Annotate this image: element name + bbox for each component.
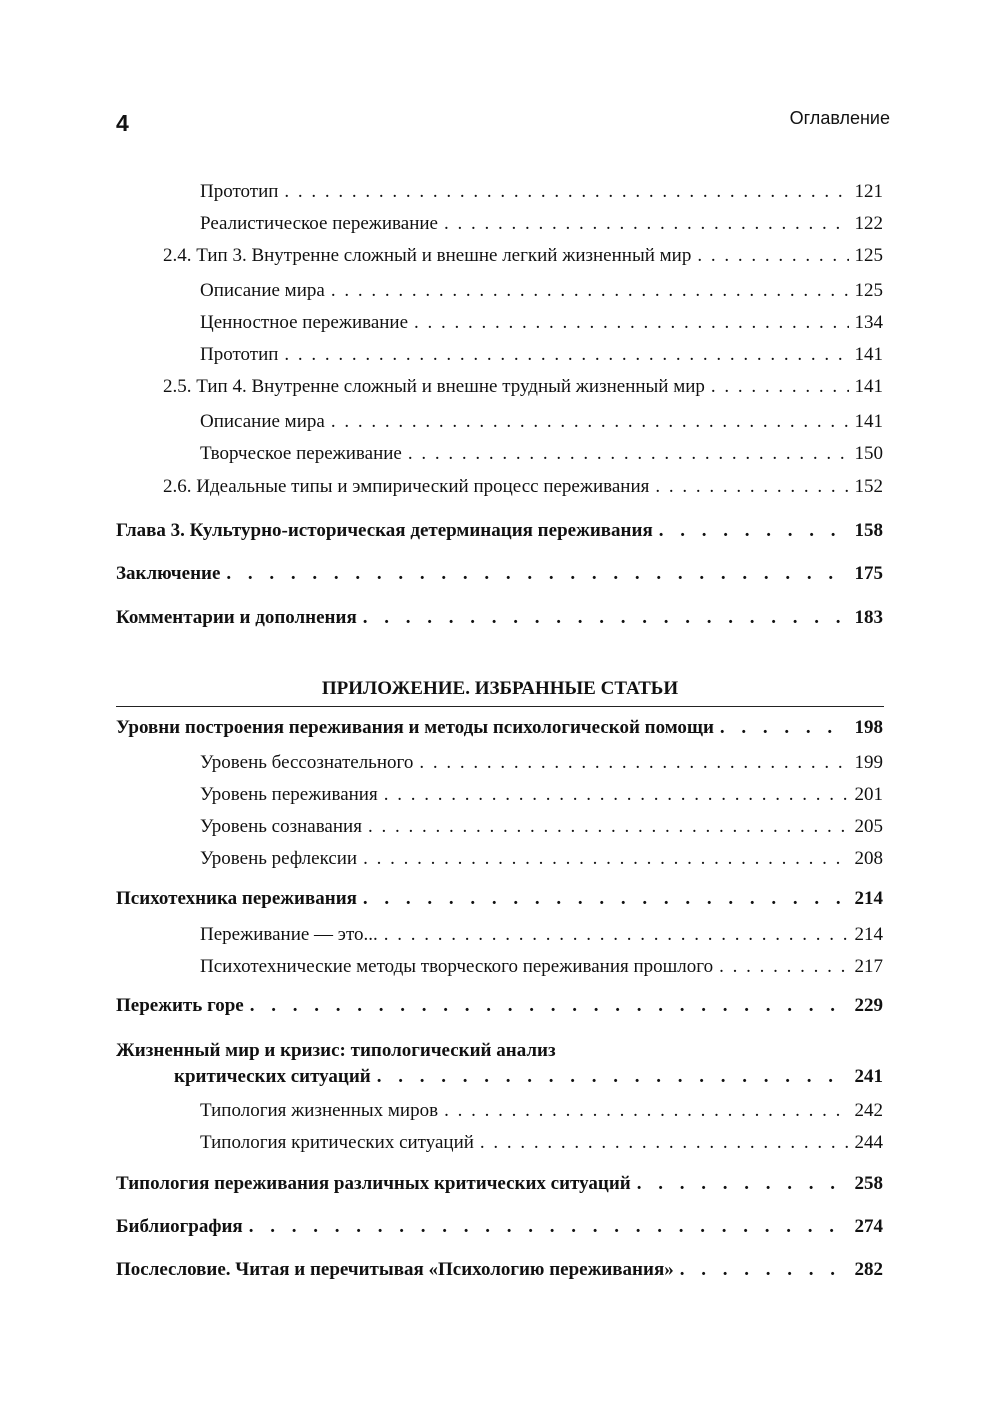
dot-leader [408,442,849,466]
toc-entry[interactable] [200,1099,883,1123]
dot-leader [655,475,848,499]
toc-entry-title: Прототип [200,181,279,202]
dot-leader [444,1099,848,1123]
toc-entry[interactable] [200,955,883,979]
toc-entry[interactable] [200,180,883,204]
toc-entry-title: Уровень бессознательного [200,752,414,773]
toc-entry-title: Описание мира [200,280,325,301]
toc-entry-page: 229 [854,995,883,1016]
toc-entry-title: Уровень рефлексии [200,848,358,869]
toc-entry-title: Психотехнические методы творческого переживания прошлого [200,956,714,977]
dot-leader [444,212,849,236]
toc-entry-page: 241 [854,1066,883,1087]
toc-entry-page: 134 [854,312,883,333]
dot-leader [697,244,848,268]
toc-entry-page: 258 [854,1173,883,1194]
toc-entry-page: 122 [854,213,883,234]
toc-entry-title: Глава 3. Культурно-историческая детерминация переживания [116,520,653,541]
toc-chapter-entry[interactable] [116,887,883,911]
toc-entry[interactable] [200,847,883,871]
dot-leader [637,1172,849,1196]
toc-entry[interactable] [163,475,883,499]
dot-leader [480,1131,849,1155]
dot-leader [377,1065,849,1089]
toc-entry-page: 121 [854,181,883,202]
toc-entry[interactable] [200,410,883,434]
dot-leader [368,815,849,839]
dot-leader [719,955,848,979]
toc-chapter-entry[interactable] [116,1258,883,1282]
dot-leader [711,375,849,399]
toc-entry-title: Пережить горе [116,995,244,1016]
toc-entry-title: Реалистическое переживание [200,213,438,234]
toc-entry-title: Типология критических ситуаций [200,1132,474,1153]
toc-entry-title: 2.5. Тип 4. Внутренне сложный и внешне трудный жизненный мир [163,376,705,397]
toc-entry-page: 214 [854,888,883,909]
toc-chapter-entry[interactable] [116,994,883,1018]
toc-entry-page: 198 [854,717,883,738]
toc-entry[interactable] [200,279,883,303]
appendix-heading: ПРИЛОЖЕНИЕ. ИЗБРАННЫЕ СТАТЬИ [321,678,679,699]
toc-entry-page: 141 [854,376,883,397]
toc-chapter-entry[interactable] [116,562,883,586]
toc-chapter-entry[interactable] [116,716,883,740]
dot-leader [384,923,849,947]
toc-chapter-entry[interactable] [174,1065,883,1089]
toc-entry[interactable] [200,783,883,807]
toc-entry-title: Типология жизненных миров [200,1100,439,1121]
toc-entry-page: 217 [854,956,883,977]
toc-entry[interactable] [200,311,883,335]
toc-entry-page: 183 [854,607,883,628]
toc-entry-title: Послесловие. Читая и перечитывая «Психологию переживания» [116,1259,674,1280]
toc-entry-page: 125 [854,245,883,266]
toc-entry-page: 201 [854,784,883,805]
toc-entry-title: Прототип [200,344,279,365]
toc-entry-page: 282 [854,1259,883,1280]
toc-entry-title: 2.4. Тип 3. Внутренне сложный и внешне легкий жизненный мир [163,245,692,266]
toc-entry-title: Ценностное переживание [200,312,409,333]
toc-entry[interactable] [200,212,883,236]
dot-leader [249,1215,849,1239]
toc-entry-page: 242 [854,1100,883,1121]
dot-leader [284,343,848,367]
toc-entry-title: Психотехника переживания [116,888,357,909]
dot-leader [226,562,848,586]
dot-leader [419,751,848,775]
toc-entry-page: 152 [854,476,883,497]
toc-entry-page: 141 [854,344,883,365]
toc-entry[interactable] [200,923,883,947]
dot-leader [680,1258,849,1282]
toc-chapter-entry[interactable] [116,1172,883,1196]
toc-entry[interactable] [163,375,883,399]
toc-entry[interactable] [200,343,883,367]
dot-leader [284,180,848,204]
toc-entry[interactable] [200,751,883,775]
dot-leader [250,994,849,1018]
toc-chapter-entry[interactable] [116,1215,883,1239]
toc-entry-page: 244 [854,1132,883,1153]
toc-entry-title: критических ситуаций [174,1066,371,1087]
dot-leader [659,519,849,543]
toc-entry-title: Творческое переживание [200,443,402,464]
toc-entry-title: Уровень переживания [200,784,378,805]
toc-entry-page: 175 [854,563,883,584]
toc-chapter-entry[interactable] [116,519,883,543]
toc-entry-page: 208 [854,848,883,869]
toc-entry-title-line1: Жизненный мир и кризис: типологический анализ [116,1040,556,1061]
toc-entry-title: Комментарии и дополнения [116,607,357,628]
dot-leader [384,783,849,807]
dot-leader [331,410,849,434]
toc-entry-title: Уровень сознавания [200,816,362,837]
toc-entry-title: Описание мира [200,411,325,432]
toc-entry-page: 199 [854,752,883,773]
toc-entry[interactable] [163,244,883,268]
running-head: Оглавление [789,108,890,128]
toc-entry-title: Библиография [116,1216,243,1237]
toc-entry-page: 158 [854,520,883,541]
toc-entry-title: Типология переживания различных критических ситуаций [116,1173,631,1194]
toc-chapter-entry[interactable] [116,606,883,630]
toc-entry-page: 274 [854,1216,883,1237]
toc-entry-title: Переживание — это... [200,924,378,945]
toc-entry[interactable] [200,1131,883,1155]
dot-leader [363,887,849,911]
toc-entry-page: 214 [854,924,883,945]
toc-entry-title: Заключение [116,563,221,584]
toc-entry[interactable] [200,815,883,839]
dot-leader [331,279,849,303]
toc-entry-page: 150 [854,443,883,464]
toc-entry-title: 2.6. Идеальные типы и эмпирический процесс переживания [163,476,650,497]
page-number: 4 [116,110,129,136]
toc-entry-page: 205 [854,816,883,837]
divider [116,706,884,707]
toc-entry-title: Уровни построения переживания и методы психологической помощи [116,717,714,738]
toc-entry-page: 141 [854,411,883,432]
dot-leader [414,311,848,335]
dot-leader [363,847,848,871]
dot-leader [720,716,849,740]
toc-entry[interactable] [200,442,883,466]
dot-leader [363,606,849,630]
toc-entry-page: 125 [854,280,883,301]
